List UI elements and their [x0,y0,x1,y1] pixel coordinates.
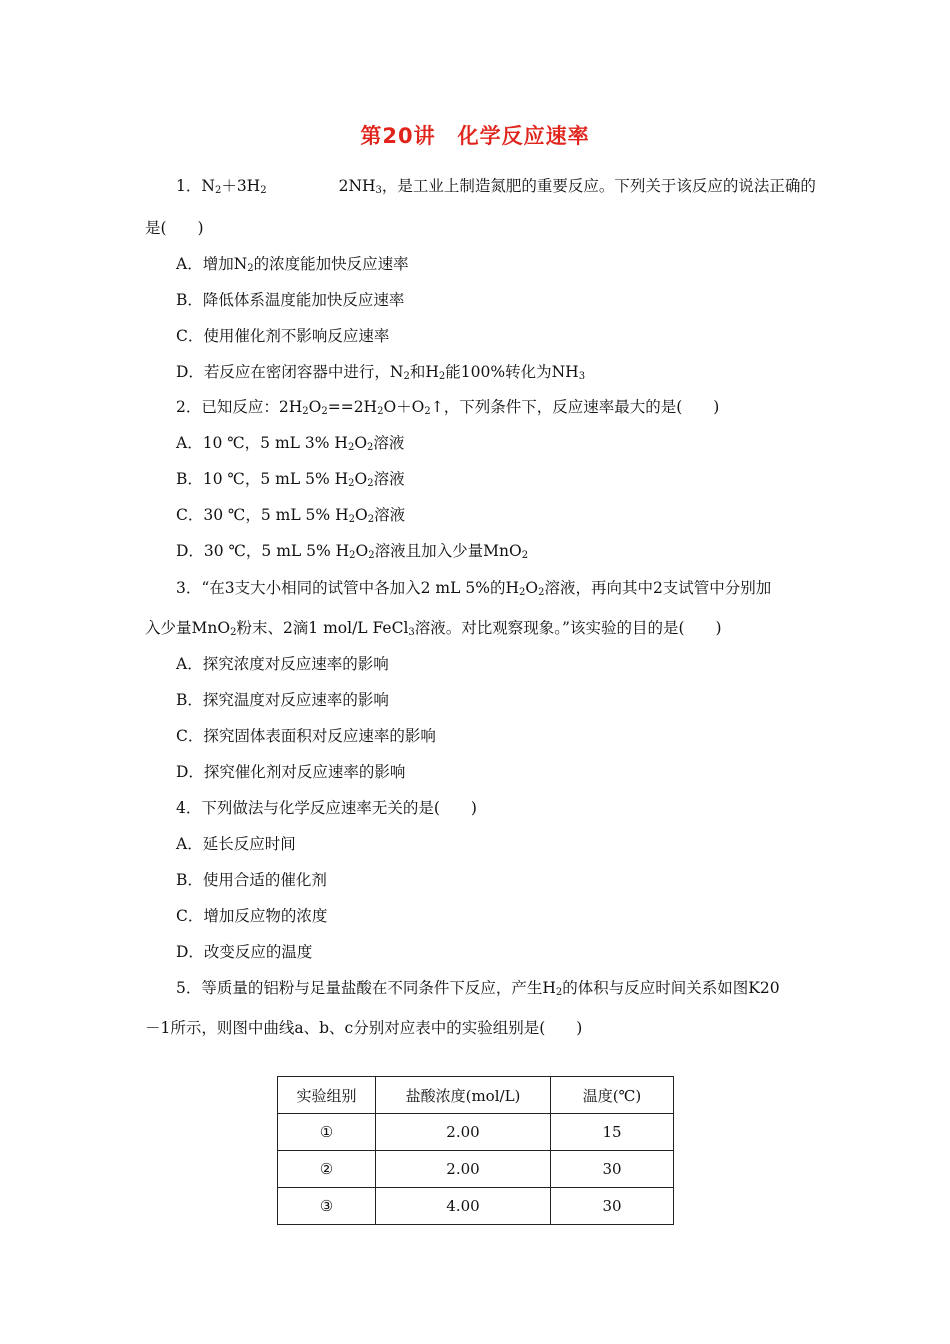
q1-option-c: C．使用催化剂不影响反应速率 [176,327,390,345]
experiment-table [277,1076,674,1225]
q1-option-b: B．降低体系温度能加快反应速率 [176,291,405,309]
q3-option-c: C．探究固体表面积对反应速率的影响 [176,727,436,745]
page-title: 第20讲 化学反应速率 [360,124,590,148]
q3-option-d: D．探究催化剂对反应速率的影响 [176,763,406,781]
q4-option-c: C．增加反应物的浓度 [176,907,328,925]
q2-option-d: D．30 ℃，5 mL 5% $H_2O_2$溶液且加入少量MnO$_2$ [176,542,529,561]
q3-stem: 3．“在3支大小相同的试管中各加入2 mL 5%的$H_2O_2$溶液，再向其中2支试管中分别加 [176,579,772,598]
q4-option-d: D．改变反应的温度 [176,943,313,961]
table-header: 实验组别 [278,1077,376,1114]
table-cell: 15 [551,1114,674,1151]
table-cell: ③ [278,1188,376,1225]
q4-option-b: B．使用合适的催化剂 [176,871,327,889]
q2-option-b: B．10 ℃，5 mL 5% $H_2O_2$溶液 [176,470,405,489]
q4-option-a: A．延长反应时间 [176,835,296,853]
table-header: 温度(℃) [551,1077,674,1114]
q1-option-a: A．增加$N_2$的浓度能加快反应速率 [176,255,409,274]
table-row [278,1151,674,1188]
q5-stem: 5．等质量的铝粉与足量盐酸在不同条件下反应，产生$H_2$的体积与反应时间关系如图K20 [176,979,780,998]
table-cell: 2.00 [376,1114,551,1151]
reversible-arrow-icon [267,180,339,194]
q1-stem-cont: 是( ) [145,219,204,237]
table-row [278,1114,674,1151]
q4-stem: 4．下列做法与化学反应速率无关的是( ) [176,799,477,817]
table-cell: 30 [551,1188,674,1225]
table-cell: ② [278,1151,376,1188]
q5-stem-cont: －1所示，则图中曲线a、b、c分别对应表中的实验组别是( ) [145,1019,583,1037]
table-cell: 2.00 [376,1151,551,1188]
table-header-row [278,1077,674,1114]
q3-stem-cont: 入少量MnO$_2$粉末、2滴1 mol/L FeCl$_3$溶液。对比观察现象。”该实验的目的是( ) [145,619,722,638]
table-cell: 4.00 [376,1188,551,1225]
table-cell: ① [278,1114,376,1151]
q2-option-c: C．30 ℃，5 mL 5% $H_2O_2$溶液 [176,506,406,525]
q2-stem: 2．已知反应：$2H_2O_2==2H_2O+O_2↑$，下列条件下，反应速率最大的是( ) [176,398,720,417]
q3-option-b: B．探究温度对反应速率的影响 [176,691,389,709]
q1-option-d: D．若反应在密闭容器中进行，$N_2$和$H_2$能100%转化为$NH_3$ [176,363,586,382]
table-row [278,1188,674,1225]
q1-stem: 1．$N_2+3H_2$ $2NH_3$，是工业上制造氮肥的重要反应。下列关于该反应的说法正确的 [176,177,816,196]
q2-option-a: A．10 ℃，5 mL 3% $H_2O_2$溶液 [176,434,405,453]
table-header: 盐酸浓度(mol/L) [376,1077,551,1114]
table-cell: 30 [551,1151,674,1188]
q3-option-a: A．探究浓度对反应速率的影响 [176,655,389,673]
